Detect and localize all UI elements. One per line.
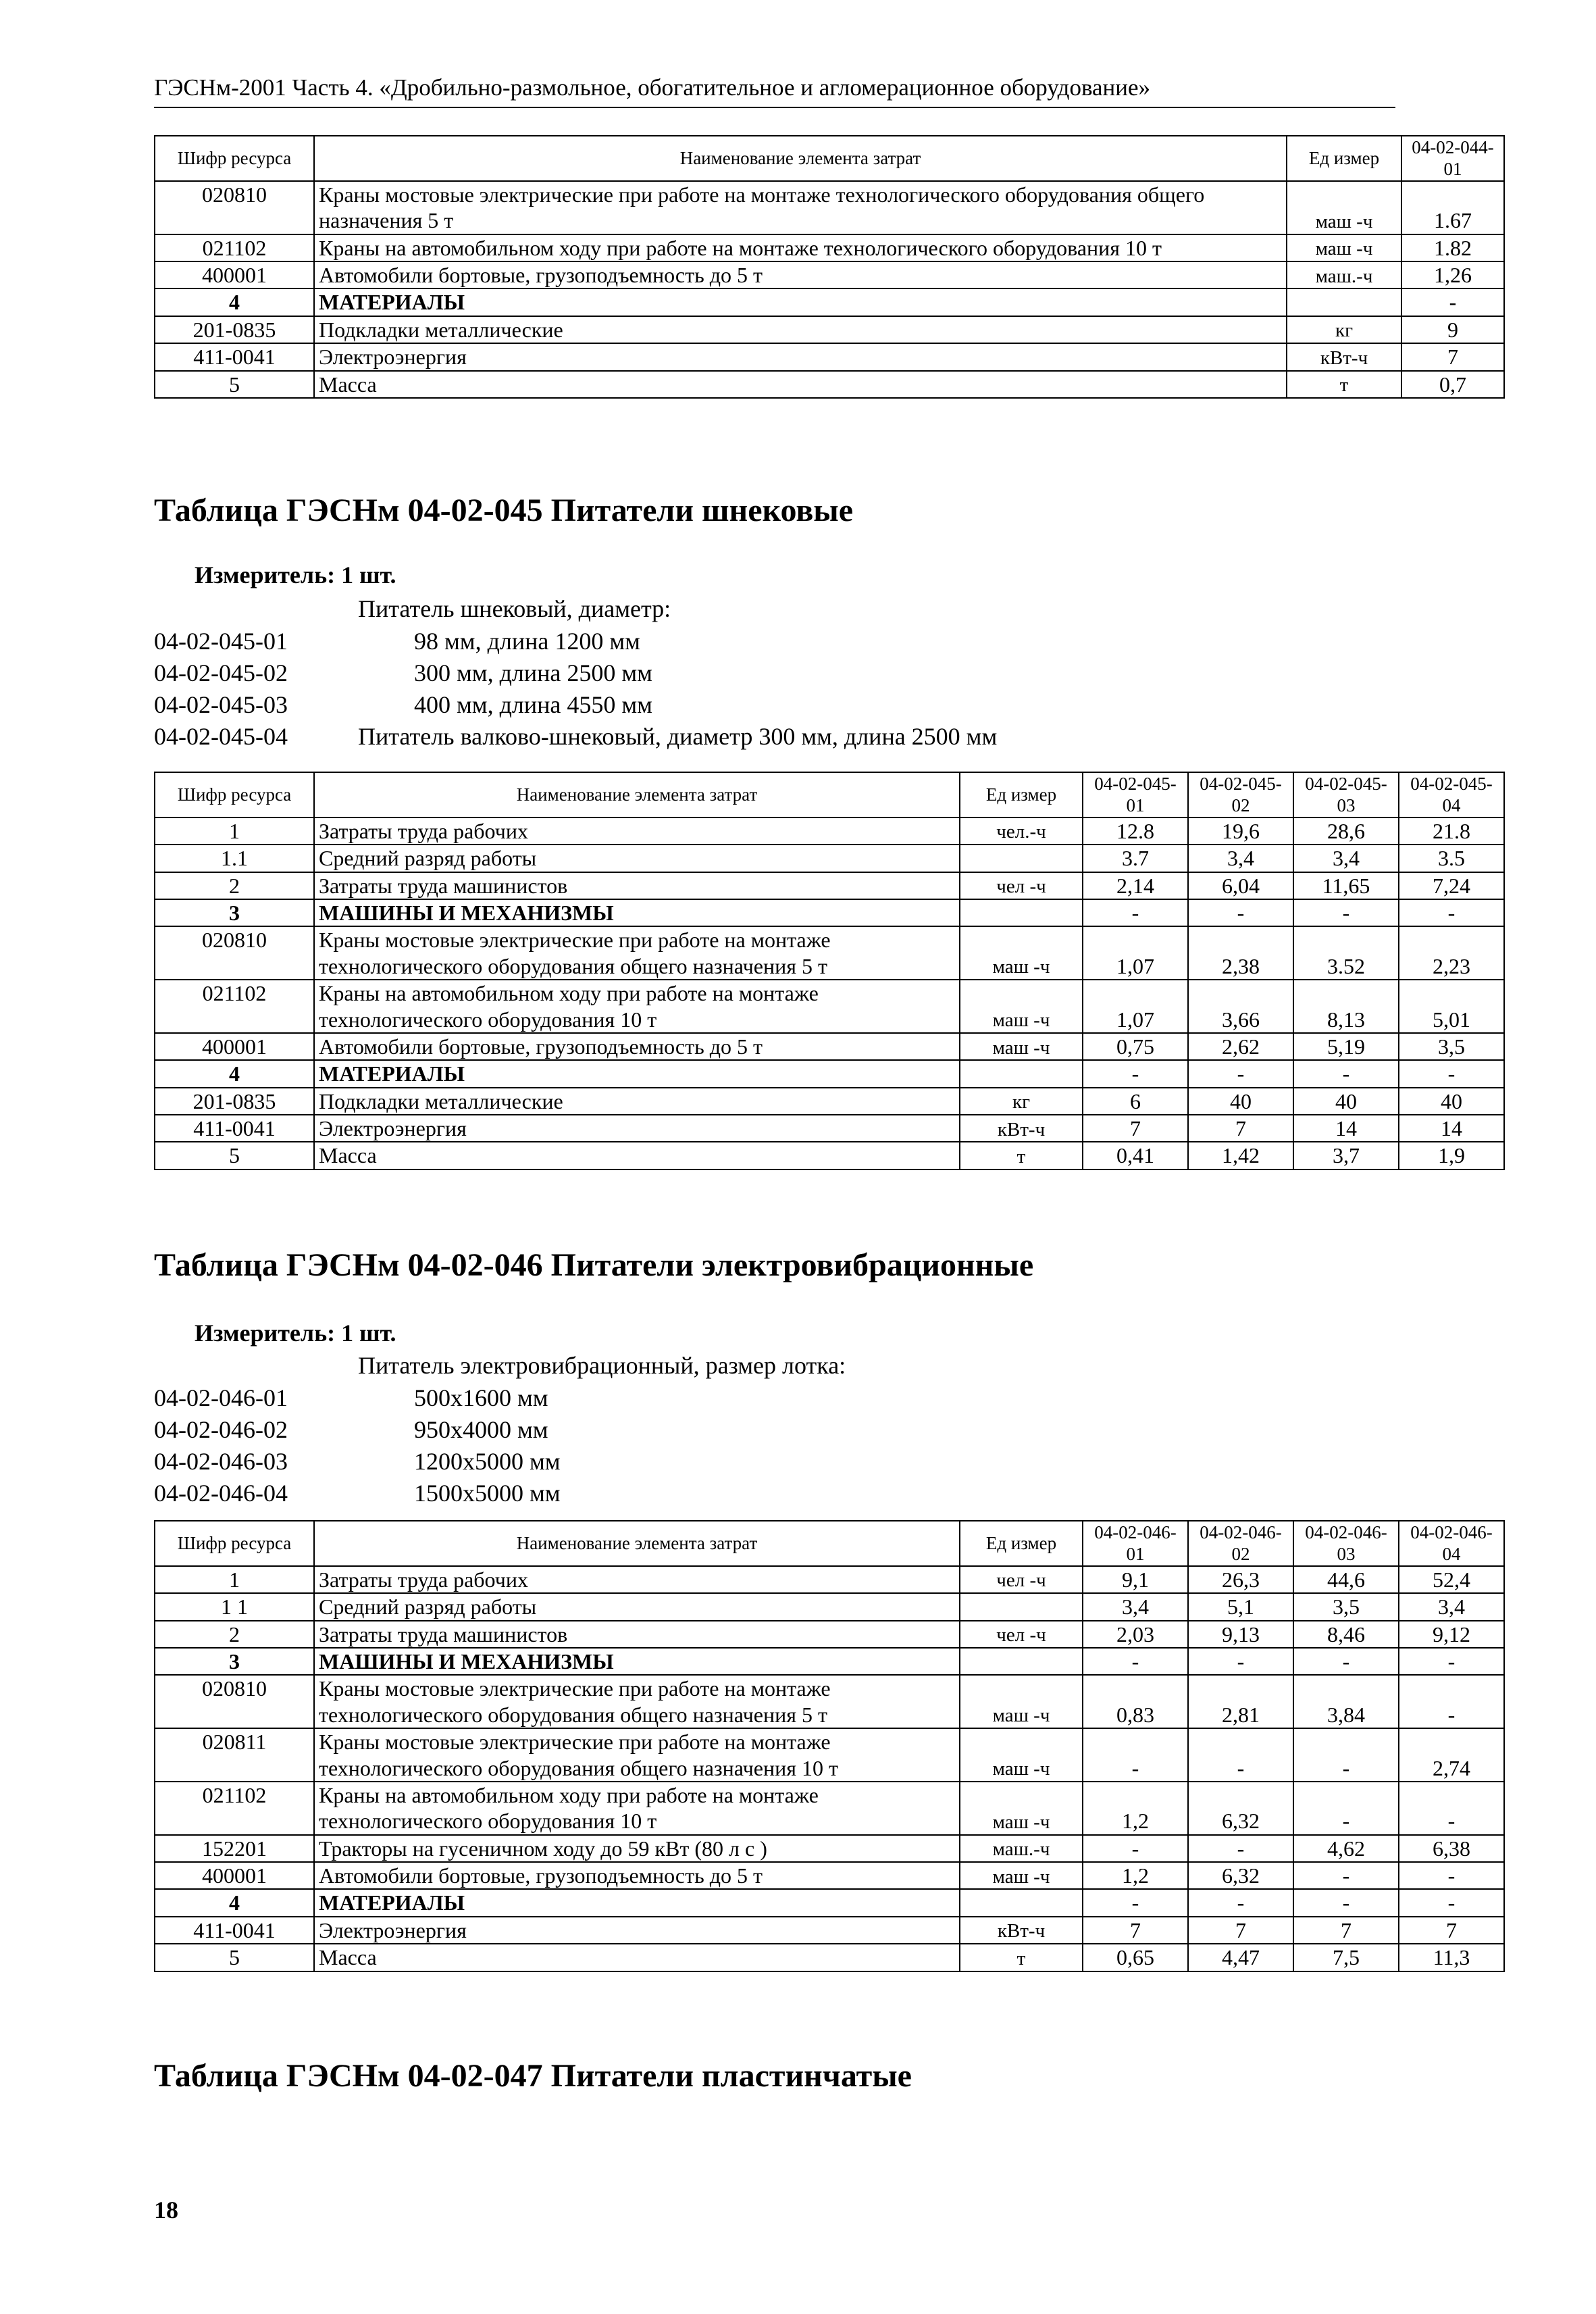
resource-value: 1,07 bbox=[1083, 980, 1188, 1033]
variant-item bbox=[154, 722, 997, 751]
table-row bbox=[155, 818, 1504, 845]
resource-unit: чел -ч bbox=[960, 1566, 1083, 1593]
resource-value: 6 bbox=[1083, 1088, 1188, 1115]
resource-code: 2 bbox=[155, 872, 314, 899]
resource-code: 4 bbox=[155, 1060, 314, 1087]
variant-text: 500х1600 мм bbox=[414, 1384, 548, 1411]
resource-value: 5,01 bbox=[1399, 980, 1504, 1033]
table-row bbox=[155, 181, 1504, 234]
resource-value: 4,62 bbox=[1293, 1835, 1399, 1862]
meter-label: Измеритель: bbox=[195, 561, 336, 588]
resource-name: Электроэнергия bbox=[314, 1917, 960, 1944]
table-row bbox=[155, 261, 1504, 288]
resource-value: 4,47 bbox=[1188, 1944, 1293, 1971]
resource-code: 020810 bbox=[155, 1675, 314, 1728]
table-row bbox=[155, 1728, 1504, 1782]
resource-code: 400001 bbox=[155, 261, 314, 288]
col-variant-header: 04-02-046-03 bbox=[1293, 1521, 1399, 1566]
resource-name: Масса bbox=[314, 371, 1287, 398]
resource-code: 400001 bbox=[155, 1033, 314, 1060]
table-title-046: Таблица ГЭСНм 04-02-046 Питатели электровибрационные bbox=[154, 1247, 1034, 1283]
resource-value: 11,3 bbox=[1399, 1944, 1504, 1971]
table-header-row bbox=[155, 136, 1504, 181]
resource-value: - bbox=[1083, 1060, 1188, 1087]
table-row bbox=[155, 872, 1504, 899]
resource-unit bbox=[960, 1889, 1083, 1916]
col-variant-header: 04-02-045-04 bbox=[1399, 772, 1504, 818]
table-row bbox=[155, 1917, 1504, 1944]
table-row bbox=[155, 980, 1504, 1033]
resource-value: 7 bbox=[1188, 1115, 1293, 1142]
resource-unit bbox=[960, 899, 1083, 926]
resource-value: 3,5 bbox=[1399, 1033, 1504, 1060]
resource-value: - bbox=[1083, 1889, 1188, 1916]
resource-code: 201-0835 bbox=[155, 316, 314, 343]
variant-code: 04-02-045-04 bbox=[154, 723, 288, 750]
resource-code: 400001 bbox=[155, 1862, 314, 1889]
resource-unit: кВт-ч bbox=[960, 1115, 1083, 1142]
resource-unit: чел.-ч bbox=[960, 818, 1083, 845]
resource-code: 3 bbox=[155, 1648, 314, 1675]
table-title-047: Таблица ГЭСНм 04-02-047 Питатели пластинчатые bbox=[154, 2058, 912, 2094]
table-row bbox=[155, 343, 1504, 370]
resource-value: 8,46 bbox=[1293, 1621, 1399, 1648]
meter-045 bbox=[195, 561, 396, 589]
resource-code: 020811 bbox=[155, 1728, 314, 1782]
resource-value: - bbox=[1293, 1862, 1399, 1889]
resource-value: - bbox=[1188, 1648, 1293, 1675]
section-row bbox=[155, 1060, 1504, 1087]
resource-unit: маш.-ч bbox=[960, 1835, 1083, 1862]
resource-value: - bbox=[1188, 1889, 1293, 1916]
resource-name: Краны мостовые электрические при работе на монтаже технологического оборудования общего назначения 5 т bbox=[314, 1675, 960, 1728]
resource-value: 7,24 bbox=[1399, 872, 1504, 899]
resource-value: - bbox=[1293, 1728, 1399, 1782]
resource-value: 40 bbox=[1293, 1088, 1399, 1115]
col-variant-header: 04-02-045-03 bbox=[1293, 772, 1399, 818]
table-row bbox=[155, 371, 1504, 398]
resource-code: 411-0041 bbox=[155, 343, 314, 370]
variant-text: 300 мм, длина 2500 мм bbox=[414, 659, 652, 686]
resource-code: 5 bbox=[155, 1944, 314, 1971]
resource-code: 411-0041 bbox=[155, 1917, 314, 1944]
section-row bbox=[155, 288, 1504, 316]
resource-code: 021102 bbox=[155, 1782, 314, 1835]
resource-value: 5,19 bbox=[1293, 1033, 1399, 1060]
col-unit-header: Ед измер bbox=[1287, 136, 1401, 181]
variant-code: 04-02-045-02 bbox=[154, 659, 288, 686]
resource-value: 44,6 bbox=[1293, 1566, 1399, 1593]
resource-unit bbox=[960, 1060, 1083, 1087]
resource-value: 6,04 bbox=[1188, 872, 1293, 899]
resource-name: Электроэнергия bbox=[314, 343, 1287, 370]
resource-value: 3,7 bbox=[1293, 1142, 1399, 1169]
resource-value: 1.67 bbox=[1401, 181, 1504, 234]
variant-item bbox=[154, 1479, 561, 1507]
table-row bbox=[155, 1142, 1504, 1169]
table-header-row bbox=[155, 772, 1504, 818]
col-code-header: Шифр ресурса bbox=[155, 136, 314, 181]
col-name-header: Наименование элемента затрат bbox=[314, 136, 1287, 181]
resource-name: Затраты труда машинистов bbox=[314, 1621, 960, 1648]
resource-name: МАШИНЫ И МЕХАНИЗМЫ bbox=[314, 1648, 960, 1675]
section-row bbox=[155, 899, 1504, 926]
resource-value: - bbox=[1293, 1782, 1399, 1835]
resource-code: 021102 bbox=[155, 234, 314, 261]
resource-value: 52,4 bbox=[1399, 1566, 1504, 1593]
resource-unit: маш -ч bbox=[960, 1675, 1083, 1728]
resource-value: 6,32 bbox=[1188, 1782, 1293, 1835]
resource-value: 26,3 bbox=[1188, 1566, 1293, 1593]
resource-value: 1,2 bbox=[1083, 1862, 1188, 1889]
resource-name: Автомобили бортовые, грузоподъемность до 5 т bbox=[314, 261, 1287, 288]
table-row bbox=[155, 234, 1504, 261]
resource-value: 14 bbox=[1293, 1115, 1399, 1142]
resource-unit: чел -ч bbox=[960, 1621, 1083, 1648]
table-row bbox=[155, 1675, 1504, 1728]
col-code-header: Шифр ресурса bbox=[155, 772, 314, 818]
resource-unit: кВт-ч bbox=[960, 1917, 1083, 1944]
resource-value: 2,03 bbox=[1083, 1621, 1188, 1648]
resource-value: 0,65 bbox=[1083, 1944, 1188, 1971]
resource-value: 21.8 bbox=[1399, 818, 1504, 845]
table-row bbox=[155, 1835, 1504, 1862]
col-variant-header: 04-02-046-01 bbox=[1083, 1521, 1188, 1566]
resource-value: 7,5 bbox=[1293, 1944, 1399, 1971]
resource-table-046 bbox=[154, 1520, 1505, 1972]
resource-unit: чел -ч bbox=[960, 872, 1083, 899]
resource-value: - bbox=[1293, 1889, 1399, 1916]
resource-code: 020810 bbox=[155, 181, 314, 234]
resource-unit: маш -ч bbox=[960, 1033, 1083, 1060]
subheading-045: Питатель шнековый, диаметр: bbox=[358, 595, 671, 622]
resource-unit bbox=[960, 1648, 1083, 1675]
resource-code: 4 bbox=[155, 1889, 314, 1916]
table-row bbox=[155, 1621, 1504, 1648]
col-name-header: Наименование элемента затрат bbox=[314, 772, 960, 818]
resource-name: Затраты труда рабочих bbox=[314, 818, 960, 845]
resource-value: 3,66 bbox=[1188, 980, 1293, 1033]
variant-code: 04-02-046-03 bbox=[154, 1448, 288, 1475]
table-row bbox=[155, 1088, 1504, 1115]
resource-value: - bbox=[1399, 1782, 1504, 1835]
resource-value: - bbox=[1188, 899, 1293, 926]
variant-code: 04-02-046-04 bbox=[154, 1480, 288, 1507]
resource-value: 1,07 bbox=[1083, 926, 1188, 980]
table-row bbox=[155, 926, 1504, 980]
table-row bbox=[155, 1782, 1504, 1835]
resource-value: 7 bbox=[1293, 1917, 1399, 1944]
resource-unit: маш.-ч bbox=[1287, 261, 1401, 288]
resource-value: - bbox=[1083, 1728, 1188, 1782]
resource-value: 2,38 bbox=[1188, 926, 1293, 980]
resource-value: 40 bbox=[1399, 1088, 1504, 1115]
resource-code: 2 bbox=[155, 1621, 314, 1648]
resource-value: 7 bbox=[1083, 1115, 1188, 1142]
resource-value: 3.52 bbox=[1293, 926, 1399, 980]
table-row bbox=[155, 1593, 1504, 1620]
resource-value: 2,14 bbox=[1083, 872, 1188, 899]
resource-value: 6,38 bbox=[1399, 1835, 1504, 1862]
resource-value: 1,42 bbox=[1188, 1142, 1293, 1169]
variant-code: 04-02-045-03 bbox=[154, 691, 288, 718]
resource-name: Тракторы на гусеничном ходу до 59 кВт (80 л с ) bbox=[314, 1835, 960, 1862]
resource-name: Автомобили бортовые, грузоподъемность до 5 т bbox=[314, 1033, 960, 1060]
resource-value: 3.5 bbox=[1399, 845, 1504, 872]
variant-text: 1500х5000 мм bbox=[414, 1480, 561, 1507]
resource-value: 0,83 bbox=[1083, 1675, 1188, 1728]
resource-value: 7 bbox=[1188, 1917, 1293, 1944]
table-title-045: Таблица ГЭСНм 04-02-045 Питатели шнековые bbox=[154, 493, 854, 528]
resource-value: 3,5 bbox=[1293, 1593, 1399, 1620]
resource-code: 5 bbox=[155, 371, 314, 398]
variant-text: 98 мм, длина 1200 мм bbox=[414, 628, 640, 655]
col-unit-header: Ед измер bbox=[960, 772, 1083, 818]
resource-value: 2,23 bbox=[1399, 926, 1504, 980]
resource-name: Автомобили бортовые, грузоподъемность до 5 т bbox=[314, 1862, 960, 1889]
resource-value: - bbox=[1293, 899, 1399, 926]
resource-value: 2,74 bbox=[1399, 1728, 1504, 1782]
variant-code: 04-02-046-01 bbox=[154, 1384, 288, 1411]
resource-value: - bbox=[1083, 1648, 1188, 1675]
variant-code: 04-02-045-01 bbox=[154, 628, 288, 655]
resource-name: Затраты труда машинистов bbox=[314, 872, 960, 899]
resource-code: 021102 bbox=[155, 980, 314, 1033]
resource-name: Средний разряд работы bbox=[314, 1593, 960, 1620]
resource-value: 5,1 bbox=[1188, 1593, 1293, 1620]
resource-unit: кВт-ч bbox=[1287, 343, 1401, 370]
resource-value: 2,62 bbox=[1188, 1033, 1293, 1060]
variant-item bbox=[154, 659, 652, 687]
resource-value: 9,1 bbox=[1083, 1566, 1188, 1593]
resource-value: 1,26 bbox=[1401, 261, 1504, 288]
resource-value: - bbox=[1399, 1889, 1504, 1916]
resource-value: 9 bbox=[1401, 316, 1504, 343]
resource-value: - bbox=[1399, 1648, 1504, 1675]
section-row bbox=[155, 1889, 1504, 1916]
resource-code: 1 bbox=[155, 818, 314, 845]
resource-unit: маш -ч bbox=[960, 1862, 1083, 1889]
resource-value: 6,32 bbox=[1188, 1862, 1293, 1889]
resource-name: Краны мостовые электрические при работе на монтаже технологического оборудования общего назначения 5 т bbox=[314, 181, 1287, 234]
resource-value: - bbox=[1293, 1648, 1399, 1675]
resource-unit: маш -ч bbox=[960, 1728, 1083, 1782]
table-row bbox=[155, 1033, 1504, 1060]
resource-value: - bbox=[1399, 1060, 1504, 1087]
resource-name: МАТЕРИАЛЫ bbox=[314, 1889, 960, 1916]
resource-name: МАШИНЫ И МЕХАНИЗМЫ bbox=[314, 899, 960, 926]
resource-value: 9,12 bbox=[1399, 1621, 1504, 1648]
resource-value: 1.82 bbox=[1401, 234, 1504, 261]
page-number: 18 bbox=[154, 2196, 178, 2223]
resource-unit: маш -ч bbox=[1287, 181, 1401, 234]
resource-value: - bbox=[1188, 1060, 1293, 1087]
meter-value: 1 шт. bbox=[341, 561, 396, 588]
resource-code: 201-0835 bbox=[155, 1088, 314, 1115]
resource-value: - bbox=[1083, 1835, 1188, 1862]
variant-item bbox=[154, 690, 652, 719]
variant-text: 400 мм, длина 4550 мм bbox=[414, 691, 652, 718]
resource-table-045 bbox=[154, 772, 1505, 1170]
variant-code: 04-02-046-02 bbox=[154, 1416, 288, 1443]
resource-name: Краны на автомобильном ходу при работе на монтаже технологического оборудования 10 т bbox=[314, 1782, 960, 1835]
resource-unit: маш -ч bbox=[960, 926, 1083, 980]
resource-value: - bbox=[1399, 1675, 1504, 1728]
resource-value: 3,4 bbox=[1293, 845, 1399, 872]
resource-value: 7 bbox=[1083, 1917, 1188, 1944]
meter-value: 1 шт. bbox=[341, 1319, 396, 1347]
table-row bbox=[155, 1566, 1504, 1593]
variant-item bbox=[154, 1447, 561, 1476]
resource-name: Краны мостовые электрические при работе на монтаже технологического оборудования общего назначения 5 т bbox=[314, 926, 960, 980]
resource-name: Краны мостовые электрические при работе на монтаже технологического оборудования общего назначения 10 т bbox=[314, 1728, 960, 1782]
resource-name: Подкладки металлические bbox=[314, 316, 1287, 343]
resource-name: Электроэнергия bbox=[314, 1115, 960, 1142]
resource-code: 411-0041 bbox=[155, 1115, 314, 1142]
page-header: ГЭСНм-2001 Часть 4. «Дробильно-размольное, обогатительное и агломерационное оборудование» bbox=[154, 74, 1395, 108]
section-row bbox=[155, 1648, 1504, 1675]
resource-value: - bbox=[1399, 899, 1504, 926]
table-row bbox=[155, 1862, 1504, 1889]
resource-table-044 bbox=[154, 135, 1505, 399]
resource-value: 0,75 bbox=[1083, 1033, 1188, 1060]
resource-value: 8,13 bbox=[1293, 980, 1399, 1033]
col-variant-header: 04-02-045-01 bbox=[1083, 772, 1188, 818]
resource-unit: маш -ч bbox=[960, 980, 1083, 1033]
meter-046 bbox=[195, 1319, 396, 1347]
resource-value: 28,6 bbox=[1293, 818, 1399, 845]
resource-unit: кг bbox=[1287, 316, 1401, 343]
resource-unit: т bbox=[1287, 371, 1401, 398]
resource-unit bbox=[960, 1593, 1083, 1620]
table-row bbox=[155, 1115, 1504, 1142]
resource-value: 3.7 bbox=[1083, 845, 1188, 872]
resource-value: 2,81 bbox=[1188, 1675, 1293, 1728]
resource-code: 1 bbox=[155, 1566, 314, 1593]
resource-name: Масса bbox=[314, 1142, 960, 1169]
col-variant-header: 04-02-046-04 bbox=[1399, 1521, 1504, 1566]
table-header-row bbox=[155, 1521, 1504, 1566]
resource-value: 19,6 bbox=[1188, 818, 1293, 845]
resource-code: 152201 bbox=[155, 1835, 314, 1862]
resource-value: - bbox=[1188, 1835, 1293, 1862]
resource-code: 020810 bbox=[155, 926, 314, 980]
variant-text: 950х4000 мм bbox=[414, 1416, 548, 1443]
variant-text: 1200х5000 мм bbox=[414, 1448, 561, 1475]
resource-unit bbox=[960, 845, 1083, 872]
variant-item bbox=[154, 1415, 548, 1444]
resource-code: 1 1 bbox=[155, 1593, 314, 1620]
variant-text: Питатель валково-шнековый, диаметр 300 мм, длина 2500 мм bbox=[358, 723, 998, 750]
meter-label: Измеритель: bbox=[195, 1319, 336, 1347]
table-row bbox=[155, 316, 1504, 343]
resource-value: 40 bbox=[1188, 1088, 1293, 1115]
resource-name: Средний разряд работы bbox=[314, 845, 960, 872]
resource-unit: маш -ч bbox=[1287, 234, 1401, 261]
col-variant-header: 04-02-044-01 bbox=[1401, 136, 1504, 181]
table-row bbox=[155, 845, 1504, 872]
col-code-header: Шифр ресурса bbox=[155, 1521, 314, 1566]
resource-value: - bbox=[1401, 288, 1504, 316]
subheading-046: Питатель электровибрационный, размер лотка: bbox=[358, 1352, 846, 1379]
resource-value: 14 bbox=[1399, 1115, 1504, 1142]
resource-name: Краны на автомобильном ходу при работе на монтаже технологического оборудования 10 т bbox=[314, 234, 1287, 261]
resource-value: 12.8 bbox=[1083, 818, 1188, 845]
resource-value: 7 bbox=[1401, 343, 1504, 370]
resource-value: 3,4 bbox=[1083, 1593, 1188, 1620]
resource-value: 3,4 bbox=[1188, 845, 1293, 872]
resource-code: 5 bbox=[155, 1142, 314, 1169]
resource-value: 3,4 bbox=[1399, 1593, 1504, 1620]
resource-name: Затраты труда рабочих bbox=[314, 1566, 960, 1593]
resource-name: МАТЕРИАЛЫ bbox=[314, 288, 1287, 316]
resource-name: Подкладки металлические bbox=[314, 1088, 960, 1115]
col-name-header: Наименование элемента затрат bbox=[314, 1521, 960, 1566]
col-unit-header: Ед измер bbox=[960, 1521, 1083, 1566]
resource-unit: кг bbox=[960, 1088, 1083, 1115]
resource-code: 1.1 bbox=[155, 845, 314, 872]
col-variant-header: 04-02-046-02 bbox=[1188, 1521, 1293, 1566]
variant-item bbox=[154, 627, 640, 655]
variant-item bbox=[154, 1384, 548, 1412]
resource-value: 11,65 bbox=[1293, 872, 1399, 899]
resource-value: - bbox=[1293, 1060, 1399, 1087]
resource-name: Масса bbox=[314, 1944, 960, 1971]
resource-value: - bbox=[1083, 899, 1188, 926]
resource-unit: т bbox=[960, 1944, 1083, 1971]
resource-value: 0,41 bbox=[1083, 1142, 1188, 1169]
resource-value: 7 bbox=[1399, 1917, 1504, 1944]
col-variant-header: 04-02-045-02 bbox=[1188, 772, 1293, 818]
resource-value: - bbox=[1188, 1728, 1293, 1782]
resource-unit bbox=[1287, 288, 1401, 316]
resource-unit: т bbox=[960, 1142, 1083, 1169]
resource-name: Краны на автомобильном ходу при работе на монтаже технологического оборудования 10 т bbox=[314, 980, 960, 1033]
resource-value: 0,7 bbox=[1401, 371, 1504, 398]
resource-value: 1,9 bbox=[1399, 1142, 1504, 1169]
resource-name: МАТЕРИАЛЫ bbox=[314, 1060, 960, 1087]
resource-value: 9,13 bbox=[1188, 1621, 1293, 1648]
resource-code: 3 bbox=[155, 899, 314, 926]
resource-code: 4 bbox=[155, 288, 314, 316]
resource-value: 1,2 bbox=[1083, 1782, 1188, 1835]
resource-value: - bbox=[1399, 1862, 1504, 1889]
resource-unit: маш -ч bbox=[960, 1782, 1083, 1835]
resource-value: 3,84 bbox=[1293, 1675, 1399, 1728]
table-row bbox=[155, 1944, 1504, 1971]
